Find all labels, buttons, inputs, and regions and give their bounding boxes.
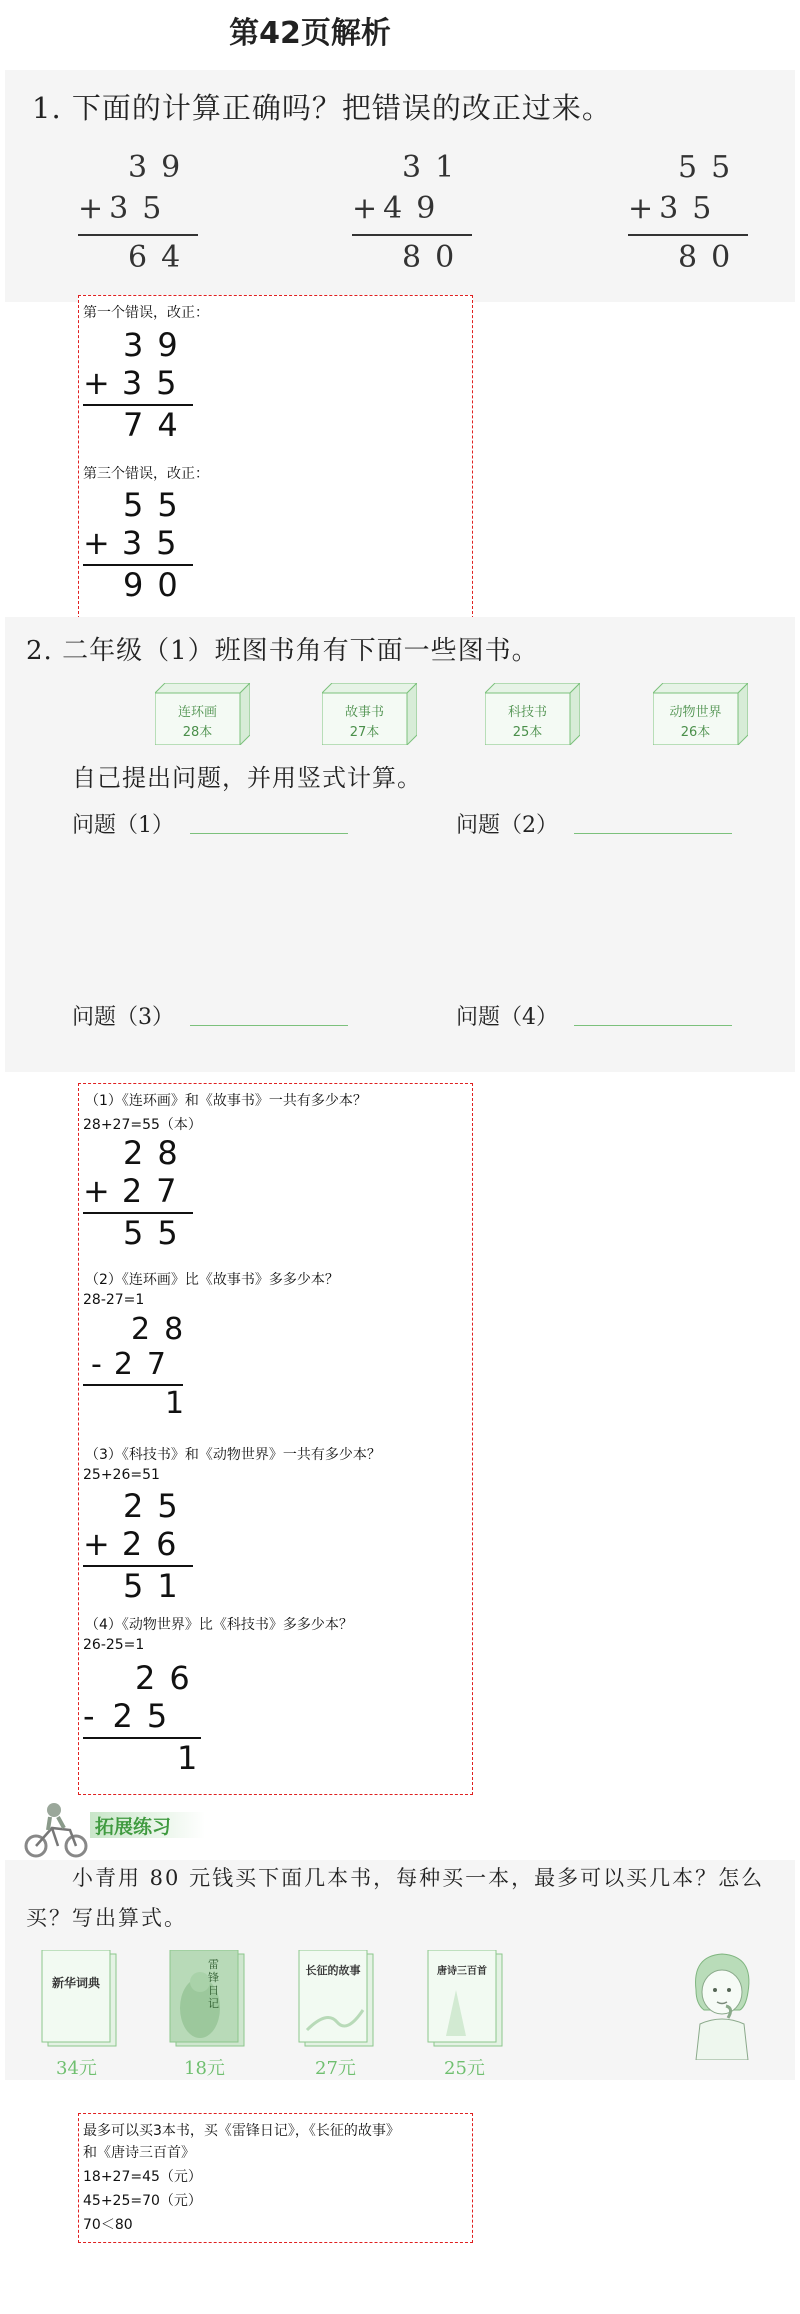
answer-calc-2 xyxy=(83,486,193,604)
operand-b: 35 xyxy=(121,364,191,402)
book-count: 25本 xyxy=(512,725,543,740)
q3-text-line-1: 小青用 80 元钱买下面几本书，每种买一本，最多可以买几本？怎么 xyxy=(72,1866,765,1890)
book-name: 连环画 xyxy=(177,705,217,720)
question-prompt-4: 问题（4） xyxy=(456,1005,558,1030)
book-name: 故事书 xyxy=(344,705,384,720)
sum-line xyxy=(78,234,198,236)
answer-label-1: 第一个错误，改正： xyxy=(83,305,209,321)
operand-b: 49 xyxy=(383,191,450,226)
book-title: 雷锋日记 xyxy=(208,1958,219,2010)
result: 1 xyxy=(177,1739,212,1777)
book-2 xyxy=(168,1950,246,2079)
operator: + xyxy=(83,1525,122,1563)
book-name: 动物世界 xyxy=(669,705,722,720)
book-title: 新华词典 xyxy=(51,1976,100,1990)
operand-a: 31 xyxy=(402,150,469,185)
q2-instruction: 自己提出问题，并用竖式计算。 xyxy=(72,764,422,792)
operator: - xyxy=(91,1347,114,1382)
bicycle-kid-icon xyxy=(20,1800,95,1860)
operand-a: 28 xyxy=(131,1312,198,1347)
result: 90 xyxy=(123,566,192,604)
answer-equation-2: 28-27=1 xyxy=(83,1292,145,1308)
q1-heading: 1. 下面的计算正确吗？把错误的改正过来。 xyxy=(32,91,612,125)
operator: + xyxy=(78,191,110,226)
q2-heading: 2. 二年级（1）班图书角有下面一些图书。 xyxy=(26,636,539,666)
answer-equation-1: 28+27=55（本） xyxy=(83,1117,202,1133)
answer-calc-3 xyxy=(83,1487,193,1605)
book-name: 科技书 xyxy=(507,705,547,720)
operand-a: 26 xyxy=(135,1659,204,1697)
question-prompt-2: 问题（2） xyxy=(456,813,558,838)
operand-a: 55 xyxy=(678,150,745,185)
operand-b: 25 xyxy=(112,1697,182,1735)
book-box-2 xyxy=(322,683,417,749)
answer-calc-2 xyxy=(83,1312,199,1421)
operand-a: 39 xyxy=(123,326,192,364)
operator: + xyxy=(83,364,122,402)
q3-answer-box xyxy=(78,2113,473,2243)
result: 51 xyxy=(123,1567,192,1605)
section-title: 拓展练习 xyxy=(95,1816,172,1838)
q1-calc-1 xyxy=(78,150,198,275)
operator: - xyxy=(83,1697,113,1735)
q1-calc-3 xyxy=(628,150,748,275)
operator: + xyxy=(83,1172,122,1210)
book-count: 26本 xyxy=(680,725,711,740)
answer-equation-3: 25+26=51 xyxy=(83,1467,160,1483)
q3-panel xyxy=(5,1860,795,2080)
q1-answer-box xyxy=(78,295,473,619)
sum-line xyxy=(352,234,472,236)
book-price: 18元 xyxy=(184,2058,225,2079)
book-3 xyxy=(297,1950,375,2079)
question-prompt-3: 问题（3） xyxy=(72,1005,174,1030)
page-title: 第42页解析 xyxy=(229,16,391,51)
book-1 xyxy=(40,1950,118,2079)
answer-blank-4[interactable] xyxy=(574,1025,732,1026)
operand-a: 25 xyxy=(123,1487,192,1525)
answer-calc-4 xyxy=(83,1659,212,1777)
dictionary-book-icon xyxy=(40,1950,118,2048)
girl-thinking-icon xyxy=(682,1950,762,2060)
book-price: 27元 xyxy=(315,2058,356,2079)
answer-line-2: 和《唐诗三百首》 xyxy=(83,2145,195,2161)
operator: + xyxy=(628,191,660,226)
diary-book-icon xyxy=(168,1950,246,2048)
answer-blank-3[interactable] xyxy=(190,1025,348,1026)
operand-b: 27 xyxy=(121,1172,191,1210)
operand-a: 55 xyxy=(123,486,192,524)
operand-a: 28 xyxy=(123,1134,192,1172)
girl-illustration xyxy=(682,1950,762,2064)
operand-b: 26 xyxy=(121,1525,191,1563)
result: 64 xyxy=(128,240,195,275)
result: 55 xyxy=(123,1214,192,1252)
book-box-4 xyxy=(653,683,748,749)
q2-answer-box xyxy=(78,1083,473,1795)
book-price: 25元 xyxy=(444,2058,485,2079)
result: 1 xyxy=(165,1386,199,1421)
operand-b: 35 xyxy=(121,524,191,562)
book-count: 27本 xyxy=(349,725,380,740)
book-price: 34元 xyxy=(56,2058,97,2079)
result: 80 xyxy=(678,240,745,275)
book-box-3 xyxy=(485,683,580,749)
book-title: 长征的故事 xyxy=(305,1964,361,1977)
answer-calc-1 xyxy=(83,1134,193,1252)
answer-blank-2[interactable] xyxy=(574,833,732,834)
answer-question-1: （1）《连环画》和《故事书》一共有多少本？ xyxy=(85,1093,367,1109)
answer-label-2: 第三个错误，改正： xyxy=(83,466,209,482)
q1-calc-2 xyxy=(352,150,472,275)
answer-calc-1 xyxy=(83,326,193,444)
operand-a: 39 xyxy=(128,150,195,185)
operator: + xyxy=(352,191,384,226)
answer-line-1: 最多可以买3本书，买《雷锋日记》，《长征的故事》 xyxy=(83,2123,400,2139)
book-box-1 xyxy=(155,683,250,749)
answer-blank-1[interactable] xyxy=(190,833,348,834)
operand-b: 35 xyxy=(659,191,726,226)
book-4 xyxy=(426,1950,504,2079)
answer-line-3: 18+27=45（元） xyxy=(83,2169,202,2185)
result: 80 xyxy=(402,240,469,275)
book-title: 唐诗三百首 xyxy=(437,1966,487,1977)
operator: + xyxy=(83,524,122,562)
question-prompt-1: 问题（1） xyxy=(72,813,174,838)
answer-question-2: （2）《连环画》比《故事书》多多少本？ xyxy=(85,1272,339,1288)
answer-question-3: （3）《科技书》和《动物世界》一共有多少本？ xyxy=(85,1447,381,1463)
operand-b: 35 xyxy=(109,191,176,226)
answer-line-4: 45+25=70（元） xyxy=(83,2193,202,2209)
answer-equation-4: 26-25=1 xyxy=(83,1637,145,1653)
answer-question-4: （4）《动物世界》比《科技书》多多少本？ xyxy=(85,1617,353,1633)
book-count: 28本 xyxy=(182,725,213,740)
sum-line xyxy=(628,234,748,236)
result: 74 xyxy=(123,406,192,444)
operand-b: 27 xyxy=(113,1347,181,1382)
extension-header xyxy=(20,1800,220,1860)
answer-line-5: 70＜80 xyxy=(83,2217,133,2233)
q3-text-line-2: 买？写出算式。 xyxy=(26,1906,187,1930)
